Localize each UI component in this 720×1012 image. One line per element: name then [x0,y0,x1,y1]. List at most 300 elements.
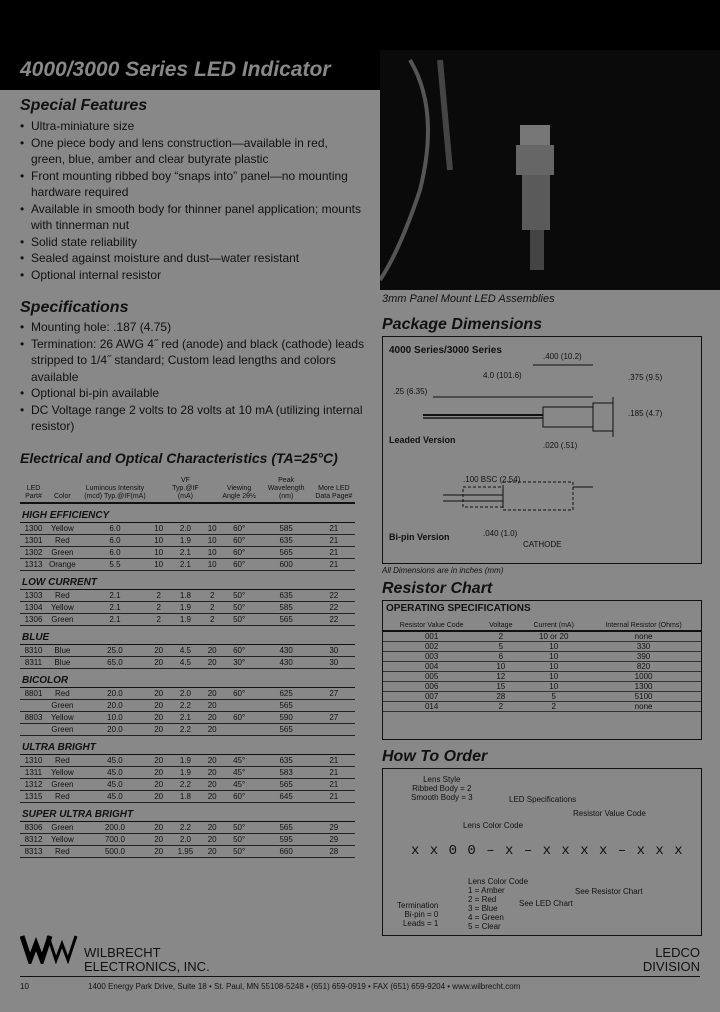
table-row [20,712,355,724]
table-cell: 635 [260,755,313,767]
table-cell: 60° [219,791,260,803]
table-row [20,767,355,779]
table-cell: 2 [152,602,165,614]
table-cell: 2 [480,631,521,642]
page-title: 4000/3000 Series LED Indicator [20,58,331,81]
table-cell: 2.0 [165,688,206,700]
table-cell: 2.2 [165,700,206,712]
column-header: Internal Resistor (Ohms) [586,621,701,631]
company-line2: ELECTRONICS, INC. [84,959,210,974]
dim-5: .185 (4.7) [628,409,663,418]
table-cell: 8313 [20,846,47,858]
led-photo [380,50,720,290]
table-cell: Red [47,846,78,858]
table-cell: 330 [586,642,701,652]
table-cell: 60° [219,645,260,657]
table-cell: 21 [313,559,355,571]
table-cell: 25.0 [78,645,153,657]
electrical-heading: Electrical and Optical Characteristics (TA=25°C) [20,450,338,466]
table-cell: 1.9 [165,535,206,547]
table-cell: 006 [383,682,480,692]
table-cell: Red [47,755,78,767]
table-cell: 20 [154,780,164,789]
table-cell: 45.0 [78,767,153,779]
table-cell: 500.0 [78,846,153,858]
list-item: • Solid state reliability [20,234,365,251]
table-row [20,523,355,535]
table-cell: 2.1 [78,614,153,626]
table-row [20,645,355,657]
group-heading: HIGH EFFICIENCY [20,503,355,523]
table-cell: 30° [219,657,260,669]
table-cell: 1.8 [165,590,206,602]
features-heading: Special Features [20,97,148,114]
table-cell: 1315 [20,791,47,803]
table-cell: Yellow [47,712,78,724]
package-series: 4000 Series/3000 Series [389,345,502,356]
table-cell: 2 [206,590,219,602]
lens-color-blue: 3 = Blue [468,904,498,913]
lens-color-red: 2 = Red [468,895,497,904]
table-cell: 45° [219,779,260,791]
table-cell: 10 [521,672,586,682]
group-heading: BICOLOR [20,669,355,688]
table-cell: 28 [480,692,521,702]
table-cell: 565 [260,724,313,736]
table-cell: 5100 [586,692,701,702]
led-assembly-image [380,50,720,290]
table-cell [219,724,260,736]
specs-heading: Specifications [20,299,129,316]
table-cell: Green [47,547,78,559]
table-cell: 20 [207,725,217,734]
table-cell: Red [47,590,78,602]
table-cell: 6.0 [78,547,153,559]
order-box [382,768,702,936]
table-cell: 8311 [20,657,47,669]
table-cell: 6.0 [78,523,153,535]
division-line2: DIVISION [642,959,700,974]
table-row [383,642,701,652]
list-item: • Ultra-miniature size [20,118,365,135]
division-name [600,946,700,974]
table-cell: 004 [383,662,480,672]
table-cell: Green [47,614,78,626]
table-cell: 645 [260,791,313,803]
table-cell: Yellow [47,602,78,614]
table-cell: 430 [260,657,313,669]
table-cell: 8310 [20,645,47,657]
table-cell: 390 [586,652,701,662]
table-row [383,631,701,642]
list-item: • Front mounting ribbed boy “snaps into” panel—no mounting hardware required [20,168,365,201]
table-cell: 565 [260,779,313,791]
table-cell: Green [47,822,78,834]
table-cell: 4.5 [165,657,206,669]
table-cell: 22 [313,590,355,602]
lens-style-title: Lens Style [423,775,461,784]
table-cell: 2 [152,614,165,626]
table-cell: 10 [154,536,164,545]
table-row [20,602,355,614]
table-cell: 565 [260,700,313,712]
table-cell: 45.0 [78,791,153,803]
table-cell [20,700,47,712]
column-header: Viewing Angle 2θ½ [219,476,260,503]
package-box [382,336,702,564]
table-row [20,657,355,669]
column-header: Voltage [480,621,521,631]
list-item: • Available in smooth body for thinner panel application; mounts with tinnerman nut [20,201,365,234]
table-cell: 60° [219,535,260,547]
table-cell: 20 [154,823,164,832]
column-header: Resistor Value Code [383,621,480,631]
table-cell: 20 [154,713,164,722]
lens-color-label: Lens Color Code [463,821,524,830]
table-cell: 2 [152,590,165,602]
table-cell: 20 [207,780,217,789]
table-cell: 2.2 [165,779,206,791]
group-heading: SUPER ULTRA BRIGHT [20,803,355,822]
table-row [20,791,355,803]
table-cell: 21 [313,779,355,791]
lens-style-ribbed: Ribbed Body = 2 [412,784,472,793]
table-cell: 635 [260,590,313,602]
table-row [383,672,701,682]
table-cell: 002 [383,642,480,652]
table-cell: 1.9 [165,755,206,767]
table-row [20,724,355,736]
table-cell: 21 [313,523,355,535]
table-cell: 8306 [20,822,47,834]
resistor-box [382,600,702,740]
table-cell: 60° [219,688,260,700]
table-cell: 10 [207,560,217,569]
table-cell: 583 [260,767,313,779]
list-item: • DC Voltage range 2 volts to 28 volts at 10 mA (utilizing internal resistor) [20,402,365,435]
table-cell: Blue [47,657,78,669]
table-cell: 595 [260,834,313,846]
group-heading: LOW CURRENT [20,571,355,590]
table-cell: 15 [480,682,521,692]
table-cell: 60° [219,712,260,724]
table-cell: Red [47,791,78,803]
table-cell: 20 [207,768,217,777]
table-cell: 50° [219,590,260,602]
company-line1: WILBRECHT [84,945,161,960]
column-header: LED Part# [20,476,47,503]
table-row [383,662,701,672]
table-cell: 10 [154,548,164,557]
table-cell: 1303 [20,590,47,602]
table-cell: 20 [154,646,164,655]
table-row [20,700,355,712]
table-cell: 50° [219,834,260,846]
table-cell [313,724,355,736]
table-cell: 5 [521,692,586,702]
table-cell: 10 [154,560,164,569]
column-header [206,476,219,503]
table-cell: 10 [154,524,164,533]
table-cell: 10 [207,536,217,545]
dim-3: 4.0 (101.6) [483,371,522,380]
table-row [20,559,355,571]
table-cell: 585 [260,602,313,614]
table-cell: 2.2 [165,724,206,736]
table-cell: 5 [480,642,521,652]
table-cell: 20 [207,823,217,832]
top-band [0,0,720,50]
table-cell: 50° [219,846,260,858]
dim-2: .25 (6.35) [393,387,428,396]
table-cell: 1310 [20,755,47,767]
dim-6: .020 (.51) [543,441,578,450]
column-header: More LED Data Page# [313,476,355,503]
cathode-label: CATHODE [523,540,562,549]
footer-address: 1400 Energy Park Drive, Suite 18 • St. Paul, MN 55108-5248 • (651) 659-0919 • FAX (651) 659-9204 • www.wilbrecht.com [88,982,521,991]
features-list [20,118,365,283]
table-cell: 1.9 [165,602,206,614]
table-cell: Yellow [47,767,78,779]
table-cell: 27 [313,712,355,724]
column-header: Luminous Intensity (mcd) Typ.@IF(mA) [78,476,153,503]
table-cell: 50° [219,822,260,834]
table-cell: 200.0 [78,822,153,834]
table-row [383,702,701,712]
photo-caption: 3mm Panel Mount LED Assemblies [382,293,555,305]
specs-list [20,319,365,435]
table-cell: Red [47,535,78,547]
table-cell: 20.0 [78,700,153,712]
table-cell: 1313 [20,559,47,571]
table-cell: Red [47,688,78,700]
table-cell: 600 [260,559,313,571]
table-cell: 20 [207,835,217,844]
table-cell: 2 [206,614,219,626]
table-cell: 20 [207,847,217,856]
lens-color-clear: 5 = Clear [468,922,501,931]
footer-rule [20,976,700,977]
column-header: Current (mA) [521,621,586,631]
table-cell: 565 [260,822,313,834]
table-cell [219,700,260,712]
table-cell: 6 [480,652,521,662]
table-row [20,535,355,547]
table-cell: 003 [383,652,480,662]
table-cell: 2.1 [78,602,153,614]
table-row [383,652,701,662]
see-led-chart: See LED Chart [519,899,573,908]
table-cell: 10 [521,652,586,662]
lens-style-smooth: Smooth Body = 3 [411,793,473,802]
table-cell: 005 [383,672,480,682]
table-cell: 21 [313,755,355,767]
termination-bipin: Bi-pin = 0 [404,910,439,919]
list-item: • Termination: 26 AWG 4˝ red (anode) and black (cathode) leads stripped to 1/4˝ standard; Custom lead lengths and colors available [20,336,365,386]
table-row [20,614,355,626]
table-cell: 21 [313,535,355,547]
column-header: Peak Wavelength (nm) [260,476,313,503]
table-cell: 60° [219,559,260,571]
see-resistor-chart: See Resistor Chart [575,887,643,896]
list-item: • One piece body and lens construction—available in red, green, blue, amber and clear butyrate plastic [20,135,365,168]
lens-color-code-title: Lens Color Code [468,877,529,886]
table-cell: 565 [260,547,313,559]
table-cell: 20 [207,756,217,765]
column-header: VF Typ.@IF (mA) [165,476,206,503]
termination-leads: Leads = 1 [402,919,439,928]
list-item: • Optional bi-pin available [20,385,365,402]
table-cell: 45° [219,767,260,779]
table-cell: 625 [260,688,313,700]
table-cell: 20 [154,689,164,698]
table-cell: 20 [207,713,217,722]
table-cell: 1312 [20,779,47,791]
table-cell: 2.1 [165,547,206,559]
led-spec-label: LED Specifications [509,795,577,804]
table-row [20,547,355,559]
group-heading: BLUE [20,626,355,645]
termination-title: Termination [397,901,439,910]
package-heading: Package Dimensions [382,316,543,333]
resistor-table [383,621,701,712]
table-cell: 22 [313,602,355,614]
table-cell: 1301 [20,535,47,547]
table-cell: 2.0 [165,834,206,846]
table-cell: Orange [49,560,76,569]
table-cell: 2.0 [165,523,206,535]
package-drawing [383,357,701,557]
table-cell: 20 [154,725,164,734]
table-cell: 2.2 [165,822,206,834]
table-cell: 590 [260,712,313,724]
table-cell: 8312 [20,834,47,846]
table-cell: 585 [260,523,313,535]
table-cell: 20.0 [78,724,153,736]
dim-1: .400 (10.2) [543,352,582,361]
division-line1: LEDCO [655,945,700,960]
table-cell: 20 [207,658,217,667]
table-cell: 2.1 [78,590,153,602]
table-cell: 21 [313,767,355,779]
table-cell: 65.0 [78,657,153,669]
table-cell: 21 [313,791,355,803]
table-cell: 28 [313,846,355,858]
table-cell: Yellow [47,523,78,535]
table-cell: 45° [219,755,260,767]
table-cell: 27 [313,688,355,700]
table-row [20,846,355,858]
table-cell: 5.5 [78,559,153,571]
order-code: x x 0 0 – x – x x x x – x x x [411,843,684,859]
table-cell: 1306 [20,614,47,626]
table-cell: 20 [207,689,217,698]
table-row [20,779,355,791]
column-header: Color [47,476,78,503]
table-cell: 2.1 [165,559,206,571]
table-cell: 10 [521,662,586,672]
table-cell: 10 [207,524,217,533]
table-cell: 1.95 [165,846,206,858]
table-row [20,688,355,700]
lens-style [411,775,473,802]
table-cell: 20 [154,768,164,777]
table-row [20,590,355,602]
resistor-heading: Resistor Chart [382,580,493,597]
table-cell: 4.5 [165,645,206,657]
table-cell: 2 [521,702,586,712]
table-cell: 20.0 [78,688,153,700]
table-cell: 20 [207,701,217,710]
table-row [20,822,355,834]
table-cell: 12 [480,672,521,682]
bipin-label: Bi-pin Version [389,532,450,542]
table-cell: 1311 [20,767,47,779]
table-row [20,755,355,767]
termination [397,901,438,928]
table-cell: 660 [260,846,313,858]
table-cell: 2 [480,702,521,712]
lens-color-green: 4 = Green [468,913,504,922]
table-cell: 10 [521,642,586,652]
table-cell: 001 [383,631,480,642]
dimension-note: All Dimensions are in inches (mm) [382,566,504,575]
table-cell: 20 [154,756,164,765]
table-cell: 8801 [20,688,47,700]
electrical-table [20,476,355,858]
table-cell: 45.0 [78,755,153,767]
leaded-label: Leaded Version [389,435,456,445]
table-cell: 820 [586,662,701,672]
column-header [152,476,165,503]
table-cell: 29 [313,834,355,846]
table-cell: 21 [313,547,355,559]
table-cell: 1.9 [165,767,206,779]
table-cell: 2 [206,602,219,614]
table-cell: Green [47,700,78,712]
company-name [84,946,210,974]
table-row [383,682,701,692]
table-cell: 60° [219,547,260,559]
table-cell: 30 [313,657,355,669]
list-item: • Sealed against moisture and dust—water resistant [20,250,365,267]
table-cell: 20 [154,792,164,801]
table-cell: 1.8 [165,791,206,803]
table-cell: 635 [260,535,313,547]
table-cell: 20 [207,792,217,801]
table-cell: 45.0 [78,779,153,791]
table-cell [20,724,47,736]
table-cell: 10.0 [78,712,153,724]
page-number: 10 [20,982,29,991]
table-cell: 6.0 [78,535,153,547]
lens-color-amber: 1 = Amber [468,886,505,895]
table-cell: 1.9 [165,614,206,626]
dim-4: .375 (9.5) [628,373,663,382]
table-cell: 20 [154,701,164,710]
table-cell: 22 [313,614,355,626]
table-cell: 014 [383,702,480,712]
table-cell: 2.1 [165,712,206,724]
list-item: • Optional internal resistor [20,267,365,284]
table-cell: 20 [154,847,164,856]
table-cell: 430 [260,645,313,657]
table-cell: 50° [219,602,260,614]
dim-8: .040 (1.0) [483,529,518,538]
table-cell: 20 [207,646,217,655]
table-cell: 1300 [20,523,47,535]
wilbrecht-logo-icon [20,932,80,964]
